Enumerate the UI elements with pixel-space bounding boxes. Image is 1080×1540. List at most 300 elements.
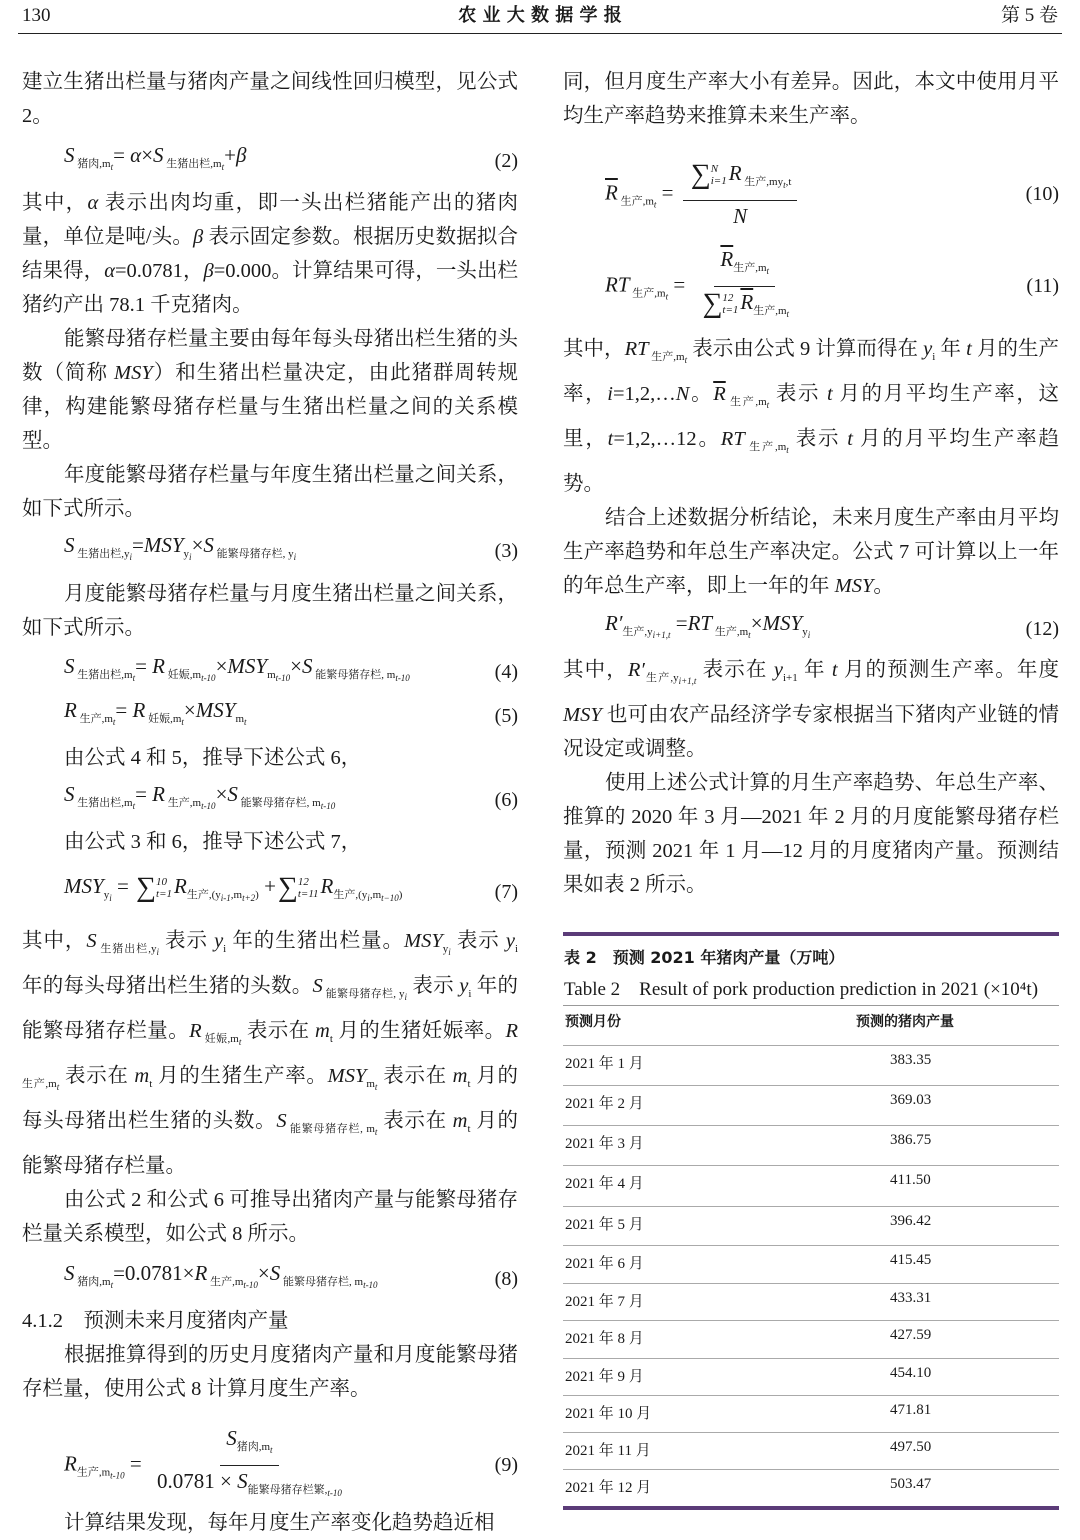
paragraph	[22, 1338, 518, 1425]
subscript: 生产,m	[648, 351, 685, 363]
mean-symbol: $\overline{R}$	[720, 247, 734, 271]
text-run: =0.0781×	[113, 1261, 195, 1285]
text-run: 由公式 2 和公式 6 可推导出猪肉产量与能繁母猪存栏量关系模型，如公式 8 所示。	[22, 1189, 518, 1245]
sub-subscript: t	[374, 1127, 378, 1137]
column-header-production: 预测的猪肉产量	[856, 1014, 954, 1030]
subscript: 能繁母猪存栏, y	[213, 548, 294, 560]
summation	[136, 874, 172, 902]
paragraph	[22, 186, 518, 322]
subscript: ,m	[230, 889, 243, 901]
sub-subscript: i-1	[220, 893, 231, 903]
sub-subscript: t	[684, 355, 688, 365]
page-number: 130	[22, 5, 51, 26]
text-run: 根据推算得到的历史月度猪肉产量和月度能繁母猪存栏量，使用公式 8 计算月度生产率。	[22, 1344, 518, 1400]
sub-subscript: t-10	[363, 1280, 378, 1290]
equation-body	[64, 695, 487, 737]
subscript: ,m	[369, 889, 382, 901]
text-run: 月的月平均生产率趋势。	[563, 428, 1060, 495]
section-heading: 4.1.2 预测未来月度猪肉产量	[22, 1310, 289, 1332]
subscript: 能繁母猪存栏繁,	[247, 1484, 328, 1496]
subscript: 生产,my	[741, 176, 784, 188]
sub-subscript: t-10	[110, 1470, 125, 1481]
text-run: ×	[141, 143, 154, 167]
sub-subscript: t-10	[201, 801, 216, 811]
equation-number: (3)	[494, 539, 518, 562]
mean-symbol: $\overline{R}$	[605, 180, 618, 205]
subscript: y	[442, 943, 449, 955]
text-run: =	[132, 533, 144, 557]
table-cell-production: 454.10	[890, 1365, 932, 1381]
sigma-symbol: ∑	[277, 872, 298, 904]
text-run: 年的生猪出栏量。	[226, 930, 405, 952]
row-divider	[563, 1045, 1059, 1046]
equation-11	[563, 246, 1059, 332]
text-run: 使用上述公式计算的月生产率趋势、年总生产率、推算的 2020 年 3 月—2021 年 2 月的月度能繁母猪存栏量，预测 2021 年 1 月—12 月的月度猪肉产量。预测结果如表 2 所示。	[563, 772, 1059, 896]
equation-number: (12)	[1025, 617, 1059, 640]
subscript: t	[329, 1033, 333, 1045]
mean-symbol: $\overline{R}$	[740, 290, 754, 314]
sub-subscript: t	[653, 199, 657, 210]
subscript: 生产,m	[744, 441, 787, 453]
lower-limit: i=1	[710, 175, 727, 188]
text-run: ×	[215, 782, 228, 806]
equation-body	[64, 1258, 487, 1300]
math-symbol: RT	[624, 338, 649, 360]
subscript: 妊娠,m	[201, 1033, 239, 1045]
math-symbol: β	[203, 260, 214, 282]
equation-10	[563, 160, 1059, 246]
text-run: 年的能繁母猪存栏量。	[22, 975, 519, 1042]
text-run: 其中，	[22, 930, 87, 952]
text-run: =	[656, 180, 679, 205]
text-run: =	[135, 654, 153, 678]
math-symbol: S	[276, 1110, 287, 1132]
equation-body	[64, 651, 487, 693]
math-symbol: t	[826, 383, 833, 405]
fraction	[683, 160, 798, 229]
table-cell-production: 396.42	[890, 1213, 932, 1229]
sub-subscript: t-10	[243, 1280, 258, 1290]
row-divider	[563, 1085, 1059, 1086]
math-symbol: y	[923, 338, 933, 360]
math-symbol: R	[320, 874, 334, 898]
equation-body	[605, 246, 1018, 327]
text-run: 表示	[406, 975, 460, 997]
sub-subscript: i	[129, 552, 133, 562]
text-run: =	[670, 611, 688, 635]
text-run: 表示	[158, 930, 215, 952]
equation-2	[22, 140, 518, 186]
row-divider	[563, 1432, 1059, 1433]
sub-subscript: t	[783, 180, 786, 190]
subscript: y	[103, 889, 110, 901]
math-symbol: m	[452, 1110, 468, 1132]
equation-number: (11)	[1026, 275, 1059, 297]
subscript: 能繁母猪存栏, m	[237, 797, 321, 809]
table-cell-month: 2021 年 2 月	[565, 1096, 644, 1112]
text-run: 表示在	[59, 1065, 135, 1087]
paragraph	[22, 65, 518, 140]
equation-6	[22, 779, 518, 825]
table-bottom-rule	[563, 1506, 1059, 1510]
fraction	[151, 1425, 348, 1506]
math-symbol: S	[64, 143, 75, 167]
table-top-rule	[563, 932, 1059, 936]
sub-subscript: t	[181, 717, 184, 727]
lower-limit: t=11	[297, 888, 319, 901]
upper-limit: N	[710, 163, 719, 176]
equation-body	[64, 871, 487, 913]
paragraph	[22, 741, 518, 779]
text-run: 其中，	[563, 338, 625, 360]
text-run: 。	[689, 383, 714, 405]
subscript: t	[467, 1078, 471, 1090]
math-symbol: S	[302, 654, 313, 678]
subscript: y	[802, 626, 808, 638]
equation-4	[22, 651, 518, 695]
summation	[278, 874, 319, 902]
sub-subscript: i	[109, 893, 112, 903]
sub-subscript: t+2	[242, 893, 256, 903]
table-cell-month: 2021 年 5 月	[565, 1217, 644, 1233]
text-run: 。	[873, 575, 894, 597]
text-run: 年	[935, 338, 967, 360]
math-symbol: MSY	[762, 611, 803, 635]
text-run: =	[124, 1451, 147, 1476]
sub-subscript: t	[244, 717, 247, 727]
subscript: 生猪出栏,m	[74, 797, 133, 809]
sub-subscript: t	[766, 266, 770, 276]
table-cell-production: 383.35	[890, 1052, 932, 1068]
equation-number: (10)	[1025, 183, 1059, 205]
sub-subscript: i	[189, 552, 192, 562]
sigma-symbol: ∑	[690, 159, 711, 191]
text-run: 表示出肉均重，即一头出栏猪能产出的猪肉量，单位是吨/头。	[22, 192, 519, 248]
text-run: 0.0781 ×	[156, 1469, 238, 1493]
subscript: )	[255, 889, 259, 901]
text-run: 表示在	[377, 1110, 453, 1132]
math-symbol: N	[733, 204, 748, 228]
text-run: 表示	[769, 383, 827, 405]
math-symbol: α	[130, 143, 142, 167]
math-symbol: R	[505, 1020, 519, 1042]
text-run: +	[258, 874, 276, 898]
math-symbol: RT	[720, 428, 745, 450]
text-run: =	[115, 698, 133, 722]
sub-subscript: i	[293, 552, 297, 562]
subscript: 妊娠,m	[145, 713, 182, 725]
text-run: 年的每头母猪出栏生猪的头数。	[22, 975, 313, 997]
text-run: +	[224, 143, 236, 167]
math-symbol: R′	[605, 611, 623, 635]
subscript: t	[467, 1123, 471, 1135]
equation-body	[64, 1425, 487, 1506]
paragraph	[563, 332, 1059, 501]
math-symbol: S	[312, 975, 323, 997]
math-symbol: RT	[687, 611, 713, 635]
subscript: 生产,m	[165, 797, 202, 809]
text-run: 表示	[450, 930, 506, 952]
math-symbol: S	[203, 533, 214, 557]
text-run: 表示	[788, 428, 848, 450]
summation-limits	[156, 876, 172, 900]
left-column	[22, 0, 518, 1540]
paragraph	[22, 825, 518, 867]
sub-subscript: t	[132, 801, 136, 811]
text-run: 表示在	[696, 659, 774, 681]
subscript: 生产,m	[22, 1078, 57, 1090]
text-run: 表示由公式 9 计算而得在	[687, 338, 924, 360]
subscript: i	[932, 351, 936, 363]
sub-subscript: t	[132, 673, 136, 683]
math-symbol: S	[64, 654, 75, 678]
sub-subscript: t	[748, 630, 751, 640]
math-symbol: m	[315, 1020, 330, 1042]
summation-limits	[722, 292, 738, 316]
sub-subscript: i	[807, 630, 811, 640]
subscript: ,t	[785, 176, 792, 188]
equation-body	[64, 140, 487, 182]
subscript: 生产,y	[644, 672, 679, 684]
math-symbol: β	[193, 226, 204, 248]
math-symbol: R	[152, 782, 165, 806]
subscript: 生产,m	[207, 1276, 244, 1288]
text-run: 月度能繁母猪存栏量与月度生猪出栏量之间关系，如下式所示。	[22, 583, 518, 639]
math-symbol: R	[64, 1451, 77, 1476]
math-symbol: MSY	[64, 874, 104, 898]
text-run: ×	[215, 654, 228, 678]
subscript: 生产,m	[76, 713, 113, 725]
subscript: 生产,m	[725, 396, 767, 408]
text-run: ×	[257, 1261, 270, 1285]
subscript: 生猪出栏,y	[96, 943, 157, 955]
paragraph	[22, 322, 518, 458]
math-symbol: MSY	[227, 654, 268, 678]
equation-number: (6)	[494, 788, 518, 811]
row-divider	[563, 1245, 1059, 1246]
subscript: 能繁母猪存栏, m	[286, 1123, 375, 1135]
paragraph	[563, 65, 1059, 160]
row-divider	[563, 1358, 1059, 1359]
paragraph	[563, 501, 1059, 608]
row-divider	[563, 1283, 1059, 1284]
subscript: y	[183, 548, 190, 560]
sigma-symbol: ∑	[702, 288, 723, 320]
paragraph	[22, 924, 518, 1183]
subscript: )	[398, 889, 403, 901]
sub-subscript: t	[766, 400, 770, 410]
math-symbol: R	[132, 698, 146, 722]
math-symbol: y	[214, 930, 224, 952]
math-symbol: MSY	[143, 533, 184, 557]
denominator	[694, 287, 795, 327]
sub-subscript: t−10	[381, 893, 399, 903]
upper-limit: 12	[722, 292, 734, 305]
row-divider	[563, 1165, 1059, 1166]
subscript: i	[468, 988, 472, 1000]
table-cell-month: 2021 年 9 月	[565, 1369, 644, 1385]
table-cell-month: 2021 年 3 月	[565, 1136, 644, 1152]
equation-number: (2)	[494, 149, 518, 172]
subscript: 猪肉,m	[74, 1276, 111, 1288]
subscript: 生产,m	[712, 626, 749, 638]
sub-subscript: t-10	[327, 1488, 342, 1498]
table-cell-production: 497.50	[890, 1439, 932, 1455]
table-cell-production: 369.03	[890, 1092, 932, 1108]
table-cell-month: 2021 年 6 月	[565, 1256, 644, 1272]
subscript: 猪肉,m	[74, 158, 111, 170]
math-symbol: S	[269, 1261, 281, 1285]
subscript: m	[235, 713, 244, 725]
sub-subscript: t	[110, 162, 114, 172]
text-run: 由公式 4 和 5，推导下述公式 6，	[64, 747, 362, 769]
paragraph	[22, 458, 518, 530]
table-cell-production: 415.45	[890, 1252, 932, 1268]
sub-subscript: t	[786, 445, 789, 455]
math-symbol: m	[452, 1065, 468, 1087]
math-symbol: S	[227, 782, 238, 806]
math-symbol: R	[174, 874, 187, 898]
math-symbol: MSY	[834, 575, 874, 597]
math-symbol: m	[134, 1065, 150, 1087]
subscript: 生猪出栏,m	[74, 669, 133, 681]
column-header-month: 预测月份	[565, 1014, 621, 1030]
sub-subscript: t	[221, 162, 225, 172]
row-divider	[563, 1320, 1059, 1321]
sub-subscript: i+1,t	[678, 676, 697, 686]
text-run: =	[113, 143, 131, 167]
summation-limits	[298, 876, 319, 900]
math-symbol: S	[226, 1426, 237, 1450]
sub-subscript: i	[448, 947, 451, 957]
paragraph	[563, 653, 1059, 766]
text-run: 表示固定参数。根据历史数据拟合结果得，	[22, 226, 519, 282]
text-run: 其中，	[22, 192, 88, 214]
text-run: =	[111, 874, 135, 898]
equation-number: (8)	[494, 1267, 518, 1290]
text-run: 也可由农产品经济学专家根据当下猪肉产业链的情况设定或调整。	[563, 704, 1059, 760]
paragraph	[22, 577, 518, 651]
paragraph	[22, 1183, 518, 1258]
table-cell-production: 386.75	[890, 1132, 932, 1148]
sub-subscript: t	[110, 1280, 114, 1290]
paragraph	[563, 766, 1059, 932]
table-cell-month: 2021 年 10 月	[565, 1406, 652, 1422]
numerator	[220, 1425, 278, 1466]
equation-8	[22, 1258, 518, 1304]
table-cell-production: 433.31	[890, 1290, 932, 1306]
row-divider	[563, 1469, 1059, 1470]
math-symbol: y	[505, 930, 515, 952]
table-caption-en: Table 2 Result of pork production prediction in 2021 (×10⁴t)	[564, 979, 1039, 1000]
text-run: 年度能繁母猪存栏量与年度生猪出栏量之间关系，如下式所示。	[22, 464, 518, 520]
table-cell-production: 427.59	[890, 1327, 932, 1343]
text-run: ×	[183, 698, 196, 722]
text-run: =0.0781，	[114, 260, 204, 282]
math-symbol: t	[831, 659, 838, 681]
lower-limit: t=1	[722, 304, 739, 317]
fraction	[694, 246, 795, 327]
denominator	[151, 1466, 348, 1506]
sub-subscript: t	[56, 1082, 60, 1092]
equation-9	[22, 1425, 518, 1506]
math-symbol: S	[64, 1261, 75, 1285]
text-run: 其中，	[563, 659, 628, 681]
equation-number: (7)	[494, 880, 518, 903]
sub-subscript: t	[112, 717, 116, 727]
table-cell-month: 2021 年 8 月	[565, 1331, 644, 1347]
math-symbol: R	[152, 654, 165, 678]
subscript: 生产,m	[733, 262, 767, 274]
text-run: 月的能繁母猪存栏量。	[22, 1110, 519, 1177]
text-run: =1,2,…12。	[613, 428, 721, 450]
math-symbol: β	[235, 143, 247, 167]
subscript: m	[267, 669, 276, 681]
subscript: 猪肉,m	[236, 1441, 271, 1453]
subscript: t	[149, 1078, 153, 1090]
table-cell-production: 503.47	[890, 1476, 932, 1492]
text-run: =	[135, 782, 153, 806]
math-symbol: R	[64, 698, 77, 722]
math-symbol: S	[237, 1469, 248, 1493]
sub-subscript: i	[156, 947, 159, 957]
subscript: 生产,m	[753, 305, 787, 317]
subscript: m	[366, 1078, 375, 1090]
mean-symbol: $\overline{R}$	[713, 383, 726, 405]
subscript: 生猪出栏,y	[74, 548, 130, 560]
text-run: 月的生猪生产率。	[152, 1065, 328, 1087]
equation-5	[22, 695, 518, 741]
equation-number: (5)	[494, 704, 518, 727]
text-run: 月的生产率，	[563, 338, 1060, 405]
text-run: 表示在	[377, 1065, 453, 1087]
math-symbol: N	[675, 383, 690, 405]
math-symbol: S	[153, 143, 164, 167]
math-symbol: R	[728, 161, 742, 185]
math-symbol: MSY	[114, 362, 153, 384]
math-symbol: t	[847, 428, 853, 450]
math-symbol: α	[104, 260, 115, 282]
summation-limits	[711, 163, 727, 187]
table-cell-month: 2021 年 4 月	[565, 1176, 644, 1192]
equation-number: (9)	[494, 1454, 518, 1476]
lower-limit: t=1	[156, 888, 172, 901]
row-divider	[563, 1206, 1059, 1207]
table-cell-production: 411.50	[890, 1172, 931, 1188]
math-symbol: MSY	[327, 1065, 367, 1087]
text-run: =0.000。计算结果可得，一头出栏猪约产出 78.1 千克猪肉。	[22, 260, 519, 316]
summation	[702, 290, 738, 318]
subscript: i	[514, 943, 519, 955]
denominator	[727, 201, 753, 229]
text-run: 月的生猪妊娠率。	[332, 1020, 506, 1042]
math-symbol: RT	[605, 272, 630, 297]
volume-label: 第 5 卷	[1000, 5, 1058, 26]
sub-subscript: t-10	[275, 673, 291, 683]
subscript: 生产,m	[617, 195, 654, 208]
text-run: 同，但月度生产率大小有差异。因此，本文中使用月平均生产率趋势来推算未来生产率。	[563, 71, 1059, 127]
text-run: =1,2,…	[612, 383, 676, 405]
sub-subscript: t-10	[395, 673, 410, 683]
sub-subscript: i	[367, 893, 370, 903]
table-cell-month: 2021 年 1 月	[565, 1056, 644, 1072]
subscript: i	[223, 943, 227, 955]
math-symbol: MSY	[563, 704, 602, 726]
text-run: 建立生猪出栏量与猪肉产量之间线性回归模型，见公式 2。	[22, 71, 518, 127]
subscript: 生产,(y	[186, 889, 221, 901]
table	[563, 932, 1059, 1512]
subscript: 生猪出栏,m	[163, 158, 222, 170]
